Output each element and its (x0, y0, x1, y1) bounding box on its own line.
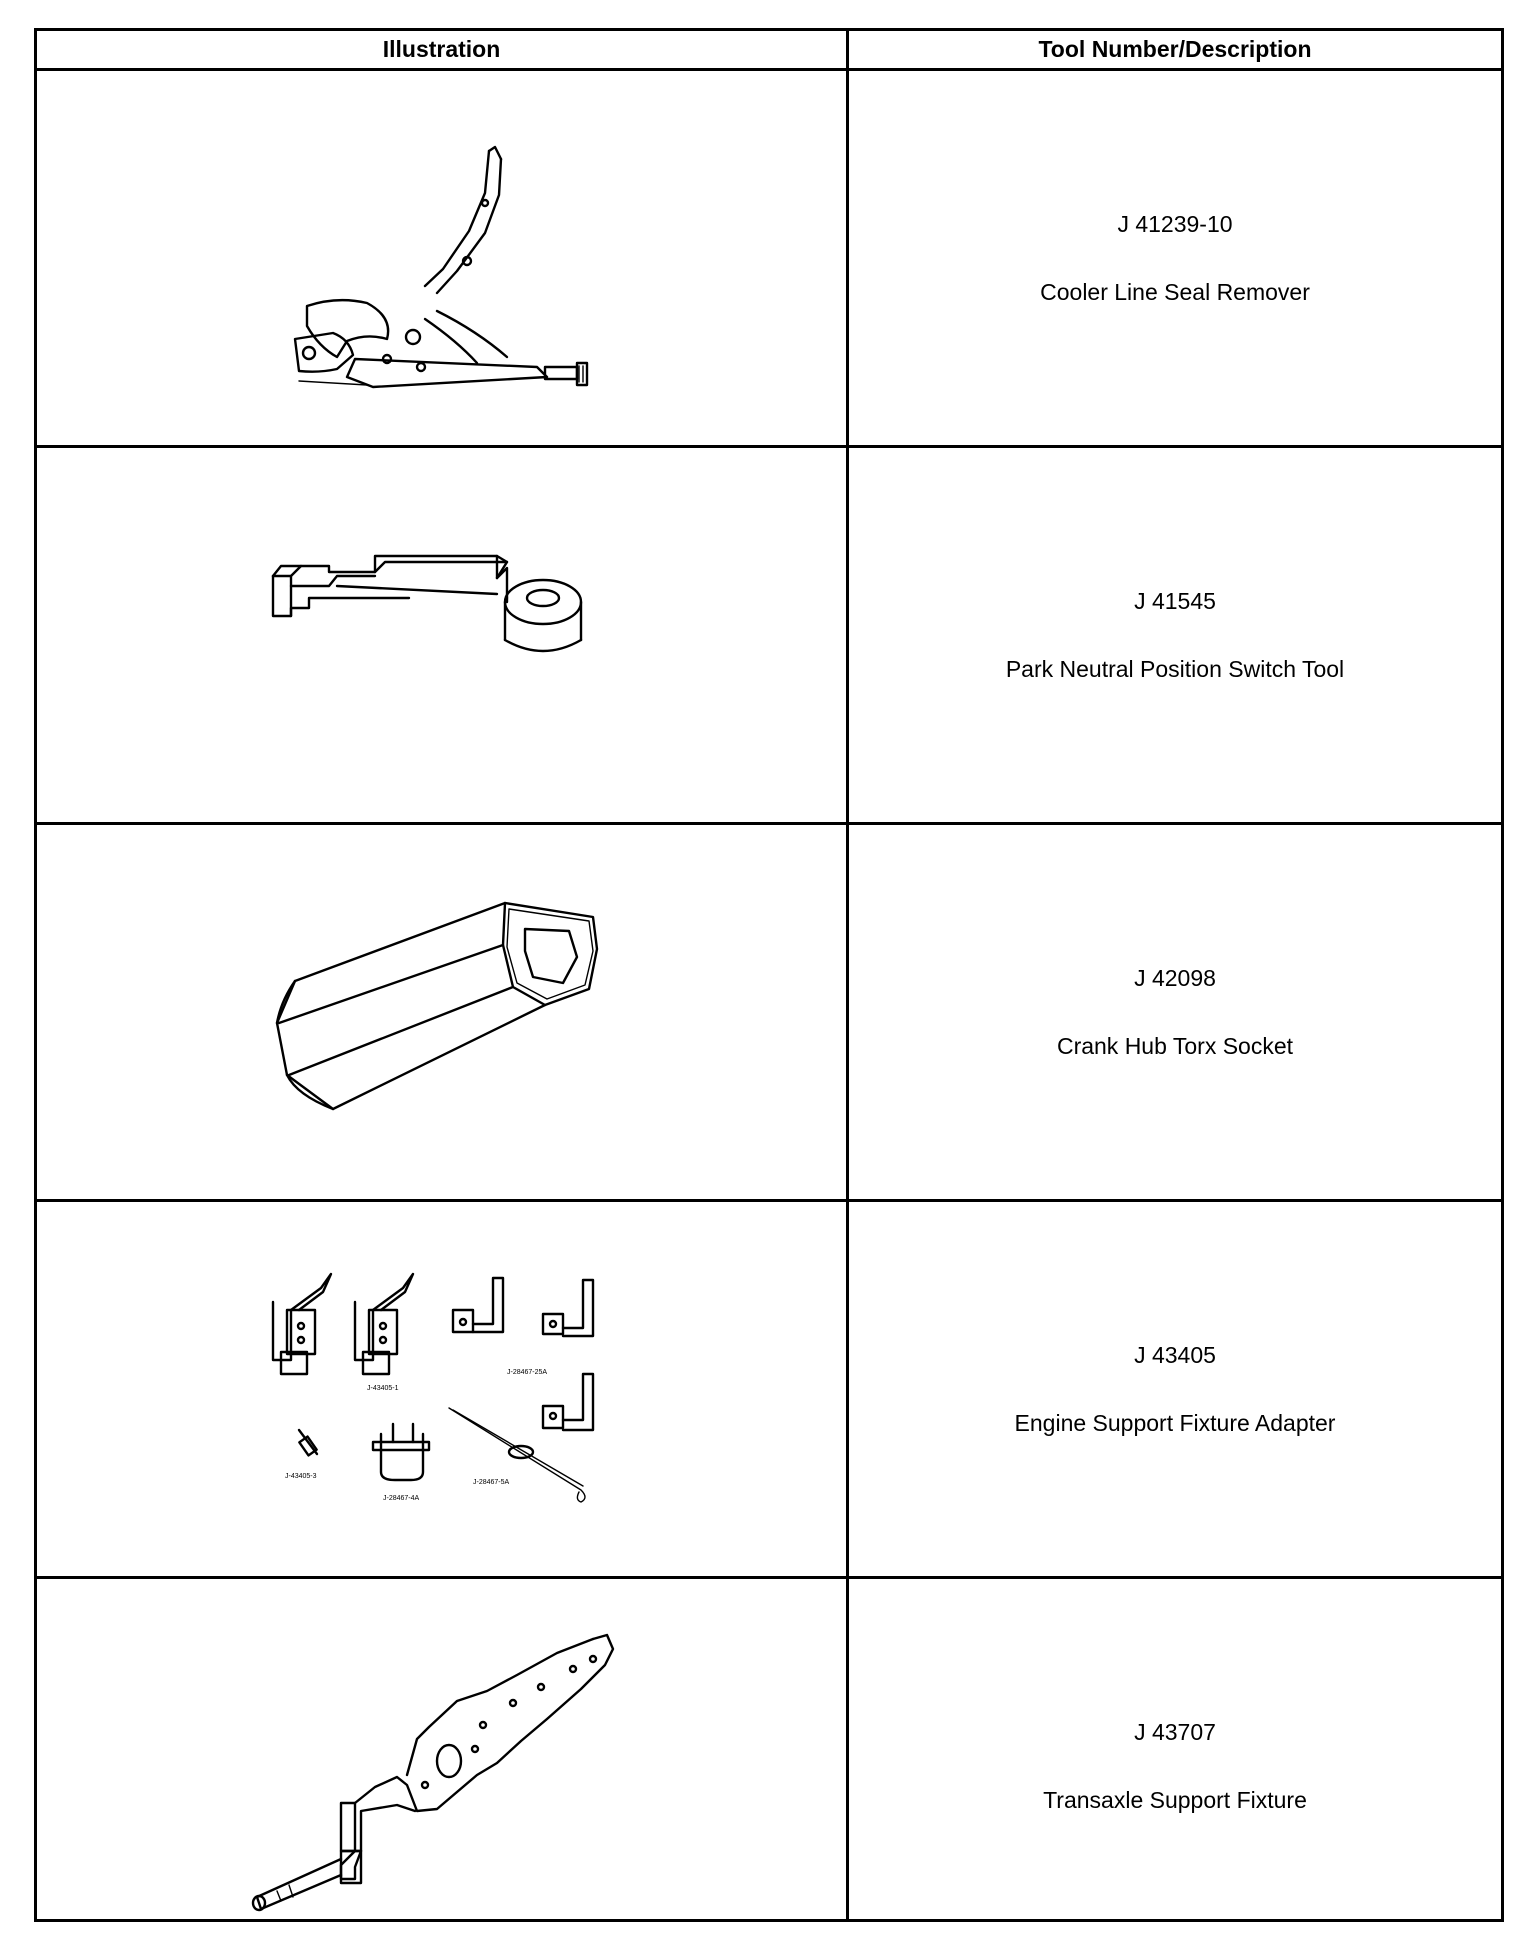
tool-number: J 41239-10 (1117, 211, 1233, 237)
svg-text:J-28467-4A: J-28467-4A (383, 1495, 420, 1502)
special-tools-table (34, 28, 1504, 1922)
table-row (37, 1579, 1501, 1925)
svg-text:J-28467-5A: J-28467-5A (473, 1479, 510, 1486)
switch-tool-icon (37, 448, 846, 822)
tool-description-cell (849, 71, 1501, 445)
support-fixture-icon (37, 1579, 846, 1922)
tool-number: J 41545 (1134, 588, 1216, 614)
illustration-cell (37, 1579, 846, 1922)
tool-number: J 43707 (1134, 1719, 1216, 1745)
illustration-cell (37, 825, 846, 1199)
svg-text:J-28467-25A: J-28467-25A (507, 1369, 548, 1376)
illustration-header: Illustration (382, 36, 501, 62)
illustration-cell (37, 71, 846, 445)
tool-description: Transaxle Support Fixture (1043, 1787, 1307, 1813)
tool-description-cell (849, 825, 1501, 1199)
table-header (37, 31, 1501, 71)
illustration-cell (37, 448, 846, 822)
table-row (37, 448, 1501, 825)
table-row (37, 1202, 1501, 1579)
svg-text:J-43405-1: J-43405-1 (367, 1385, 399, 1392)
fixture-adapter-kit-icon (37, 1202, 846, 1576)
tool-description-cell (849, 1202, 1501, 1576)
tool-description-cell (849, 1579, 1501, 1922)
tool-description: Engine Support Fixture Adapter (1014, 1410, 1336, 1436)
tool-description-cell (849, 448, 1501, 822)
table-row (37, 825, 1501, 1202)
locking-pliers-icon (37, 71, 846, 445)
tool-description: Cooler Line Seal Remover (1040, 279, 1310, 305)
tool-description: Crank Hub Torx Socket (1056, 1033, 1294, 1059)
tool-number: J 43405 (1134, 1342, 1216, 1368)
tool-number: J 42098 (1134, 965, 1216, 991)
hex-socket-icon (37, 825, 846, 1199)
tool-description: Park Neutral Position Switch Tool (1005, 656, 1345, 682)
svg-text:J-43405-3: J-43405-3 (285, 1473, 317, 1480)
table-row (37, 71, 1501, 448)
illustration-cell (37, 1202, 846, 1576)
tool-number-header: Tool Number/Description (1038, 36, 1312, 62)
